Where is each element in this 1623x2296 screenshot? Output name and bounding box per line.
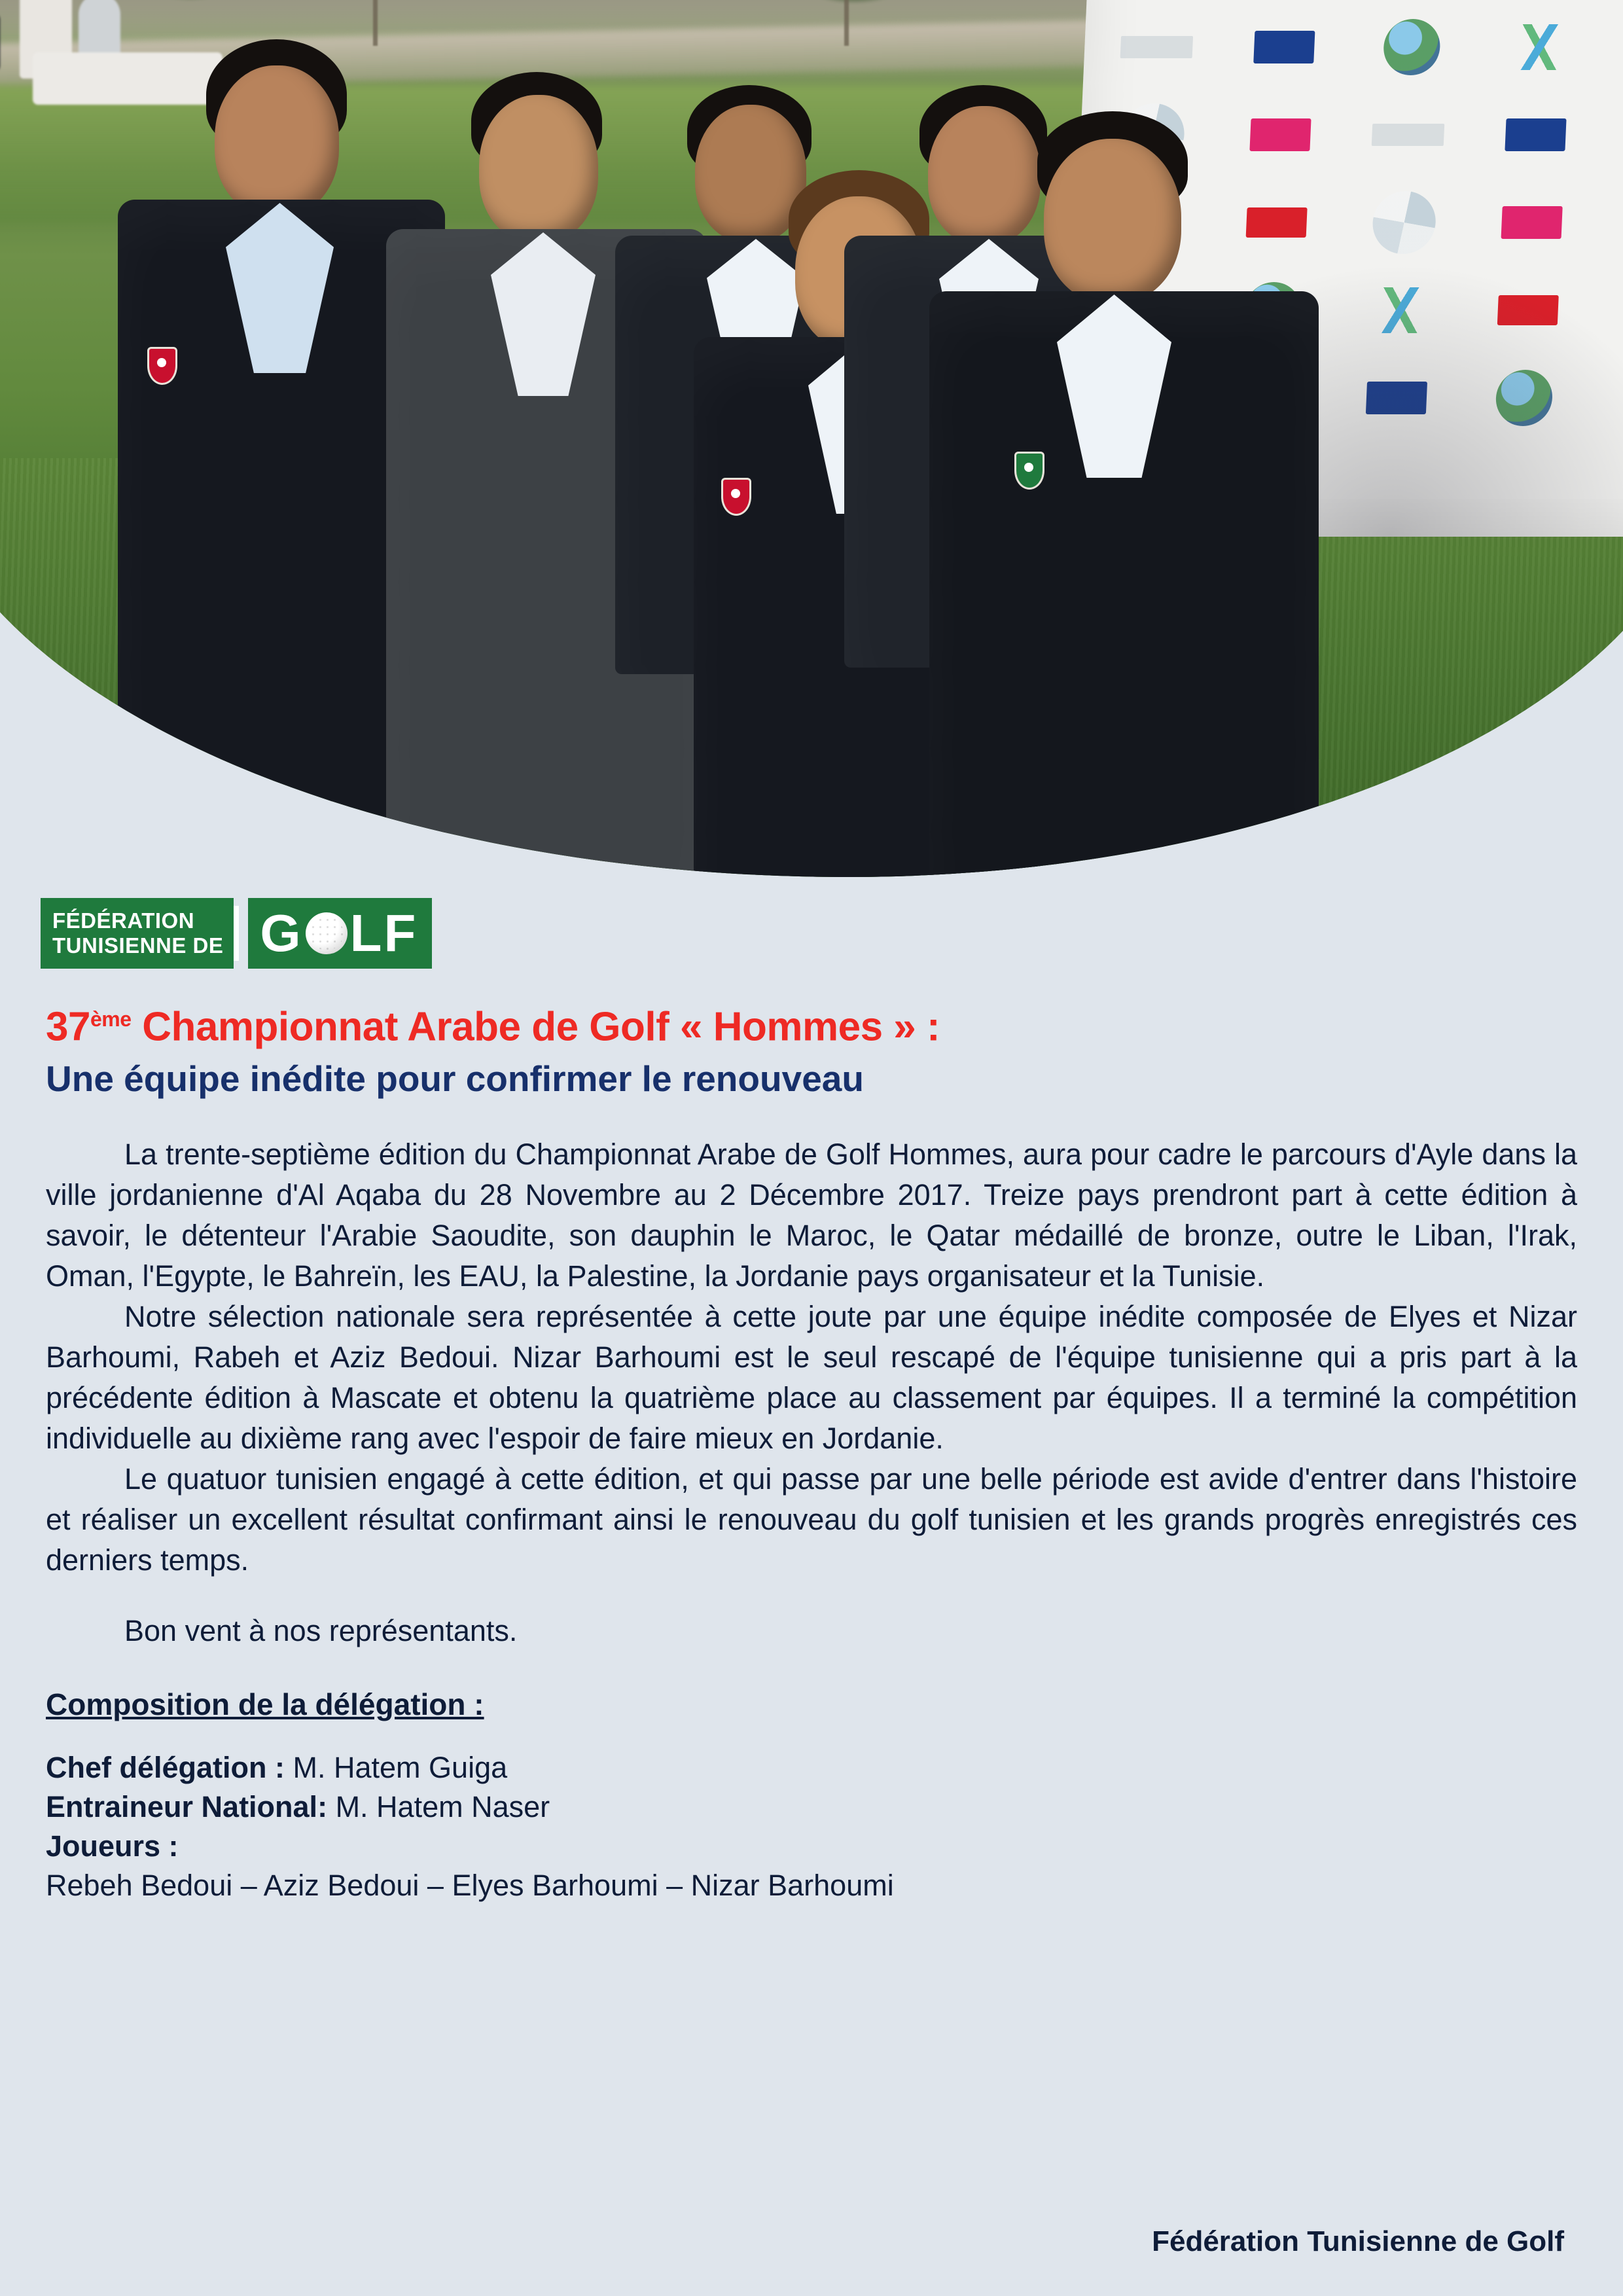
team-crest-icon <box>721 478 751 516</box>
delegation-heading: Composition de la délégation : <box>46 1687 484 1721</box>
delegation-chief-value: M. Hatem Guiga <box>285 1750 508 1784</box>
article-content <box>46 995 1577 1905</box>
title-ordinal: ème <box>90 1007 132 1031</box>
sponsor-mark-icon <box>1506 24 1573 70</box>
players-label-text: Joueurs : <box>46 1829 179 1863</box>
sponsor-text-logo <box>1120 36 1192 58</box>
federation-logo-line1: FÉDÉRATION <box>52 908 195 933</box>
closing-salute: Bon vent à nos représentants. <box>124 1613 518 1647</box>
golf-ball-icon <box>306 912 348 954</box>
page-title-red <box>46 995 1577 1052</box>
federation-logo-line2: TUNISIENNE DE <box>52 933 224 958</box>
federation-logo <box>41 898 558 969</box>
delegation-coach-label: Entraineur National: <box>46 1789 328 1823</box>
page-subtitle: Une équipe inédite pour confirmer le renouveau <box>46 1058 864 1099</box>
hero-photo-clip <box>0 0 1623 877</box>
sponsor-blue-logo <box>1505 118 1567 151</box>
federation-logo-golf <box>248 898 432 969</box>
delegate-photo-person <box>916 111 1322 877</box>
palm-trunk <box>844 0 849 46</box>
delegation-chief-row <box>46 1748 1577 1787</box>
logo-divider <box>234 906 239 961</box>
delegation-coach-row <box>46 1787 1577 1827</box>
golf-word-before: G <box>260 904 303 962</box>
head <box>1044 139 1181 302</box>
sponsor-globe-icon <box>1382 19 1441 75</box>
article-paragraph: Notre sélection nationale sera représentée à cette joute par une équipe inédite composée de Elyes et Nizar Barhoumi, Rabeh et Aziz Bedoui. Nizar Barhoumi est le seul rescapé de l'équipe tunisienne qui a pris part à la précédente édition à Mascate et obtenu la quatrième place au classement par équipes. Il a terminé la compétition individuelle au dixième rang avec l'espoir de faire mieux en Jordanie. <box>46 1299 1577 1455</box>
article-paragraph: Le quatuor tunisien engagé à cette édition, et qui passe par une belle période est avide d'entrer dans l'histoire et réaliser un excellent résultat confirmant ainsi le renouveau du golf tunisien et les grands progrès enregistrés ces derniers temps. <box>46 1462 1577 1577</box>
team-crest-icon <box>147 347 177 385</box>
sponsor-swirl-icon <box>1372 191 1437 254</box>
delegation-players-value: Rebeh Bedoui – Aziz Bedoui – Elyes Barhoumi – Nizar Barhoumi <box>46 1868 894 1902</box>
golf-word-after: LF <box>349 904 418 962</box>
title-rest: Championnat Arabe de Golf « Hommes » : <box>131 1004 940 1050</box>
team-crest-icon <box>1014 452 1044 490</box>
sponsor-pink-logo <box>1501 206 1563 239</box>
article-paragraph: La trente-septième édition du Championnat Arabe de Golf Hommes, aura pour cadre le parcours d'Ayle dans la ville jordanienne d'Al Aqaba du 28 Novembre au 2 Décembre 2017. Treize pays prendront part à cette édition à savoir, le détenteur l'Arabie Saoudite, son dauphin le Maroc, le Qatar médaillé de bronze, outre le Liban, l'Irak, Oman, l'Egypte, le Bahreïn, les EAU, la Palestine, la Jordanie pays organisateur et la Tunisie. <box>46 1137 1577 1293</box>
head <box>479 95 598 242</box>
delegation-players-label <box>46 1827 1577 1866</box>
sponsor-blue-logo <box>1253 31 1315 63</box>
federation-logo-text <box>41 898 234 969</box>
sponsor-text-logo <box>1372 124 1444 146</box>
head <box>215 65 339 216</box>
title-number: 37 <box>46 1004 90 1050</box>
delegation-list <box>46 1748 1577 1905</box>
hero-photo <box>0 0 1623 877</box>
document-footer: Fédération Tunisienne de Golf <box>1152 2225 1564 2257</box>
delegation-chief-label: Chef délégation : <box>46 1750 285 1784</box>
delegation-coach-value: M. Hatem Naser <box>327 1789 550 1823</box>
